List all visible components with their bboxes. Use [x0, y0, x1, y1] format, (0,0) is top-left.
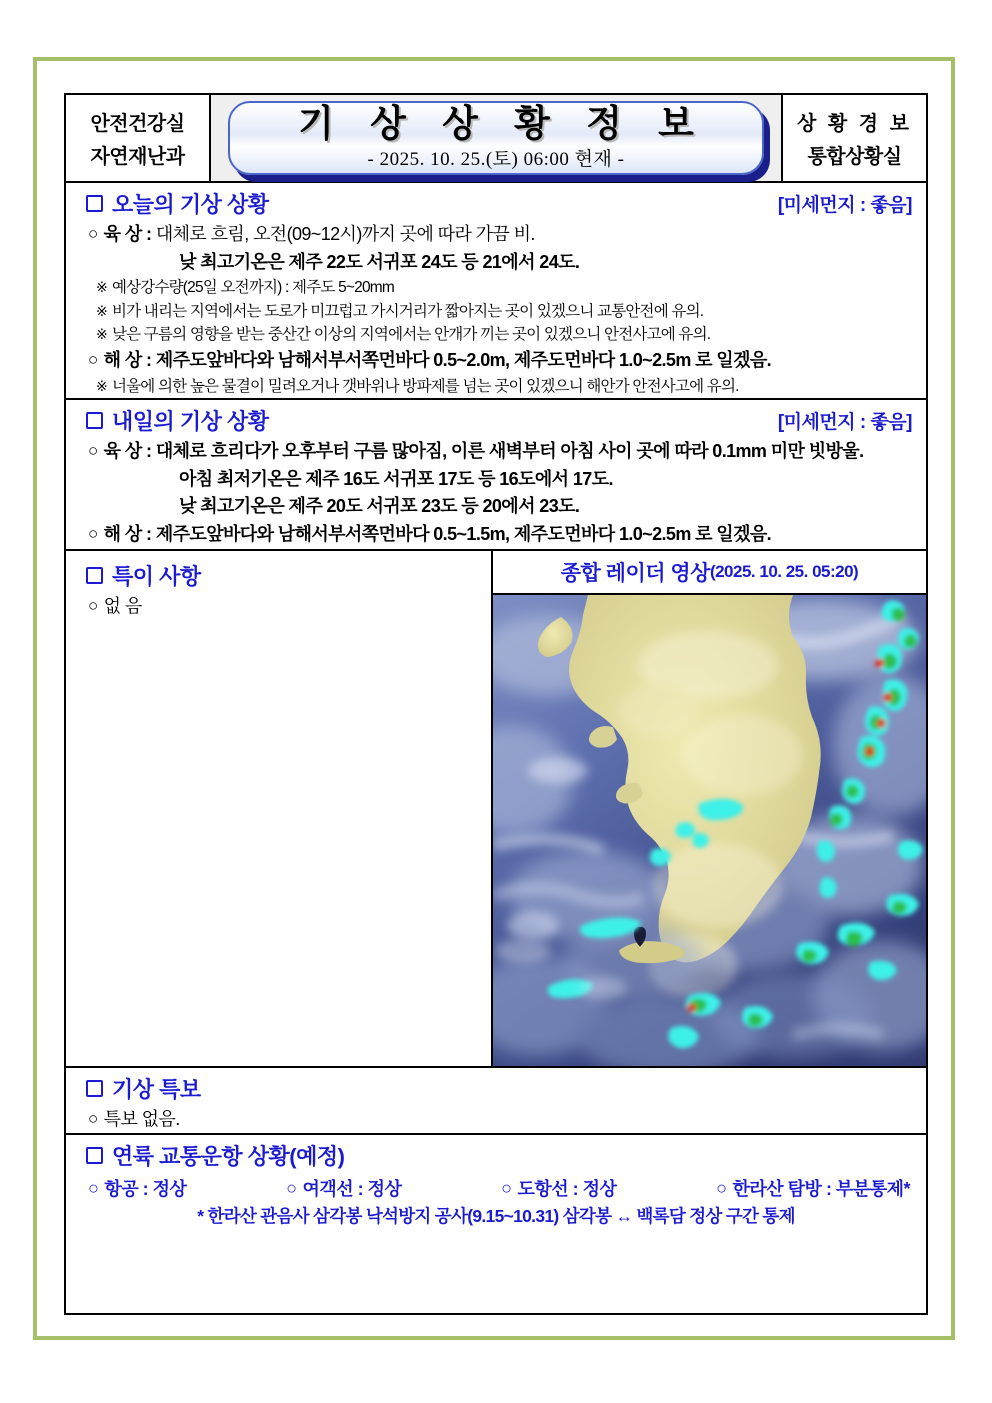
radar-image-canvas: [493, 595, 926, 1066]
tomorrow-land-row: [66, 438, 926, 466]
situation-line-2: 통합상황실: [807, 146, 902, 168]
transport-header: [66, 1135, 926, 1173]
radar-caption: [493, 551, 926, 595]
tomorrow-land-line-3: 낮 최고기온은 제주 20도 서귀포 23도 등 20에서 23도.: [179, 496, 580, 517]
today-note-1-text: 예상강수량(25일 오전까지) : 제주도 5~20mm: [111, 279, 395, 297]
asterisk-icon: ※: [96, 326, 107, 343]
radar-caption-title: 종합 레이더 영상: [560, 561, 710, 585]
transport-item-hallasan-label: 한라산 탐방 : 부분통제*: [732, 1179, 910, 1200]
today-title: [86, 188, 269, 219]
today-note-1: [66, 276, 926, 300]
checkbox-icon: [86, 1147, 103, 1164]
today-land-text: [104, 222, 916, 248]
department-line-1: 안전건강실: [90, 113, 185, 135]
special-heading-text: 특이 사항: [112, 563, 201, 589]
section-today-weather: [66, 183, 926, 400]
radar-caption-time: (2025. 10. 25. 05:20): [709, 561, 859, 581]
today-heading-text: 오늘의 기상 상황: [112, 192, 269, 217]
page-title: 기 상 상 황 정 보: [298, 102, 707, 144]
tomorrow-sea-row: [66, 521, 926, 549]
tomorrow-header: [66, 400, 926, 438]
circle-bullet-icon: ○: [501, 1177, 512, 1198]
circle-bullet-icon: ○: [88, 1177, 99, 1198]
section-transport-status: [66, 1135, 926, 1235]
special-item-text: 없 음: [103, 595, 142, 616]
today-note-2: [66, 300, 926, 324]
special-and-radar-area: [66, 551, 926, 1068]
today-sea-note-text: 너울에 의한 높은 물결이 밀려오거나 갯바위나 방파제를 넘는 곳이 있겠으니 해안가 안전사고에 유의.: [111, 377, 739, 395]
transport-item-passenger-ship-label: 여객선 : 정상: [302, 1179, 402, 1200]
circle-bullet-icon: ○: [88, 595, 98, 615]
transport-item-air: [88, 1175, 186, 1201]
asterisk-icon: ※: [96, 302, 107, 319]
special-header: [66, 555, 491, 593]
title-area: [211, 95, 781, 181]
today-sea-text: [104, 348, 916, 374]
document-header: [66, 95, 926, 183]
today-note-3-text: 낮은 구름의 영향을 받는 중산간 이상의 지역에서는 안개가 끼는 곳이 있겠으니 안전사고에 유의.: [111, 326, 711, 344]
radar-panel: [493, 551, 926, 1066]
circle-bullet-icon: ○: [286, 1177, 297, 1198]
today-sea-line: 제주도앞바다와 남해서부서쪽먼바다 0.5~2.0m, 제주도먼바다 1.0~2.5m 로 일겠음.: [155, 350, 772, 371]
special-item-row: [66, 593, 491, 621]
circle-bullet-icon: ○: [88, 441, 98, 461]
today-sea-label: 해 상 :: [103, 350, 152, 371]
special-title: [86, 560, 201, 591]
tomorrow-title: [86, 405, 269, 436]
title-timestamp: - 2025. 10. 25.(토) 06:00 현재 -: [367, 149, 625, 171]
issuing-department: [66, 95, 211, 181]
checkbox-icon: [86, 412, 103, 429]
alerts-item-row: [66, 1106, 926, 1134]
transport-item-hallasan: [716, 1175, 910, 1201]
asterisk-icon: ※: [96, 377, 107, 394]
today-sea-row: [66, 347, 926, 375]
transport-title: [86, 1140, 344, 1171]
checkbox-icon: [86, 567, 103, 584]
circle-bullet-icon: ○: [88, 224, 98, 243]
circle-bullet-icon: ○: [88, 524, 98, 544]
circle-bullet-icon: ○: [88, 1108, 98, 1128]
circle-bullet-icon: ○: [88, 350, 98, 370]
title-plate: [228, 101, 764, 175]
tomorrow-sea-text: [104, 522, 916, 548]
checkbox-icon: [86, 195, 103, 212]
section-weather-alerts: [66, 1068, 926, 1136]
today-sea-note: [66, 375, 926, 399]
transport-item-air-label: 항공 : 정상: [104, 1179, 187, 1200]
transport-item-ferry-label: 도항선 : 정상: [517, 1179, 617, 1200]
tomorrow-heading-text: 내일의 기상 상황: [112, 409, 269, 435]
transport-items-row: [66, 1173, 926, 1201]
today-land-line-2: 낮 최고기온은 제주 22도 서귀포 24도 등 21에서 24도.: [179, 251, 580, 272]
tomorrow-sea-line: 제주도앞바다와 남해서부서쪽먼바다 0.5~1.5m, 제주도먼바다 1.0~2.5m 로 일겠음.: [155, 524, 772, 545]
department-line-2: 자연재난과: [90, 146, 185, 168]
alerts-heading-text: 기상 특보: [112, 1076, 201, 1102]
radar-image: [493, 595, 926, 1066]
document-table: [64, 93, 928, 1315]
alerts-title: [86, 1073, 201, 1104]
asterisk-icon: ※: [96, 279, 107, 296]
alerts-header: [66, 1068, 926, 1106]
transport-footnote: * 한라산 관음사 삼각봉 낙석방지 공사(9.15~10.31) 삼각봉 ↔ 백록담 정상 구간 통제: [197, 1206, 795, 1227]
transport-item-ferry: [501, 1175, 616, 1201]
tomorrow-min-temp-row: [66, 466, 926, 494]
transport-heading-text: 연륙 교통운항 상황(예정): [112, 1144, 345, 1170]
today-land-line-1: 대체로 흐림, 오전(09~12시)까지 곳에 따라 가끔 비.: [155, 224, 535, 244]
tomorrow-land-line-2: 아침 최저기온은 제주 16도 서귀포 17도 등 16도에서 17도.: [179, 468, 613, 489]
today-dust-badge: [미세먼지 : 좋음]: [777, 195, 912, 216]
checkbox-icon: [86, 1080, 103, 1097]
today-land-label: 육 상 :: [103, 224, 152, 244]
tomorrow-land-line-1: 대체로 흐리다가 오후부터 구름 많아짐, 이른 새벽부터 아침 사이 곳에 따라 0.1mm 미만 빗방울.: [155, 441, 864, 462]
tomorrow-max-temp-row: [66, 493, 926, 521]
section-tomorrow-weather: [66, 400, 926, 550]
today-header: [66, 183, 926, 221]
today-note-3: [66, 323, 926, 347]
tomorrow-land-label: 육 상 :: [103, 441, 152, 462]
today-note-2-text: 비가 내리는 지역에서는 도로가 미끄럽고 가시거리가 짧아지는 곳이 있겠으니 교통안전에 유의.: [111, 302, 704, 320]
today-land-row: [66, 221, 926, 249]
tomorrow-land-text: [104, 439, 916, 465]
tomorrow-sea-label: 해 상 :: [103, 524, 152, 545]
section-special-notes: [66, 551, 493, 1066]
circle-bullet-icon: ○: [716, 1177, 727, 1198]
tomorrow-dust-badge: [미세먼지 : 좋음]: [777, 412, 912, 434]
situation-room-label: [781, 95, 926, 181]
alerts-item-text: 특보 없음.: [103, 1108, 180, 1129]
today-land-temp-row: [66, 249, 926, 277]
transport-item-passenger-ship: [286, 1175, 401, 1201]
situation-line-1: 상 황 경 보: [797, 113, 912, 135]
